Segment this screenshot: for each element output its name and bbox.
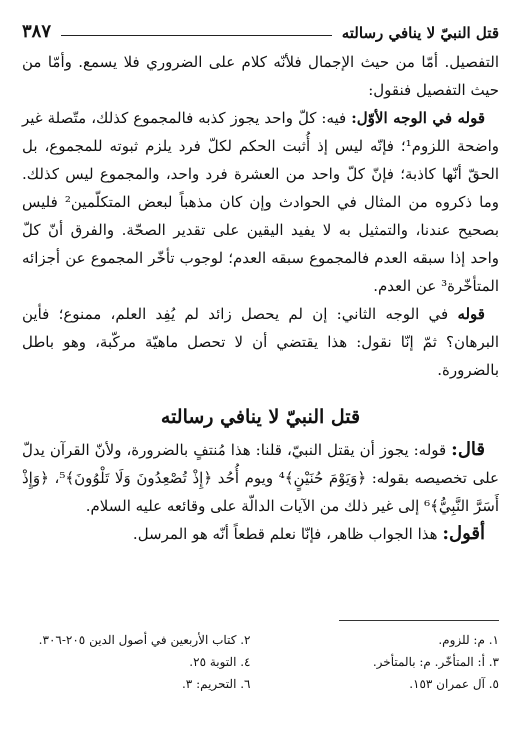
footnote-1: ١. م: للزوم. — [438, 633, 499, 647]
qaal-paragraph — [22, 436, 499, 520]
footnote-5: ٥. آل عمران ١٥٣. — [409, 677, 499, 691]
paragraph-2 — [22, 104, 499, 300]
qaal-lead: قال: — [451, 439, 485, 460]
footnotes — [22, 630, 499, 694]
aqool-paragraph — [22, 520, 499, 548]
footnote-rule — [339, 620, 499, 621]
qaal-text: قوله: يجوز أن يقتل النبيّ، قلنا: هذا مُنتفٍ بالضرورة، ولأنّ القرآن يدلّ على تخصيصه بقوله: ﴿وَيَوْمَ حُنَيْنٍ﴾⁴ ويوم أُحُد ﴿إِذْ تُصْعِدُونَ وَلَا تَلْوُونَ﴾⁵، ﴿وَإِذْ أَسَرَّ النَّبِيُّ﴾⁶ إلى غير ذلك من الآيات الدالّة على وقائعه عليه السلام. — [22, 441, 499, 515]
footnote-6: ٦. التحريم: ٣. — [181, 677, 251, 691]
page-number: ٣٨٧ — [22, 21, 52, 42]
paragraph-1: التفصيل. أمّا من حيث الإجمال فلأنّه كلام على الضروري فلا يسمع. وأمّا من حيث التفصيل فنقول: — [22, 53, 499, 99]
footnote-3: ٣. أ: المتأخّر. م: بالمتأخر. — [372, 655, 499, 669]
running-title: قتل النبيّ لا ينافي رسالته — [341, 24, 499, 42]
aqool-lead: أقول: — [442, 523, 485, 544]
paragraph-3 — [22, 300, 499, 384]
footnote-4: ٤. التوبة ٢٥. — [189, 655, 251, 669]
paragraph-3-text: في الوجه الثاني: إن لم يحصل زائد لم يُفِد العلم، ممنوع؛ فأين البرهان؟ ثمّ إنّا نقول: هذا يقتضي أن لا تحصل ماهيّة مركّبة، وهو باطل بالضرورة. — [22, 305, 499, 379]
footnote-2: ٢. كتاب الأربعين في أصول الدين ٢٠٥-٣٠٦. — [38, 633, 251, 647]
aqool-text: هذا الجواب ظاهر، فإنّا نعلم قطعاً أنّه هو المرسل. — [132, 525, 438, 543]
paragraph-3-lead: قوله — [457, 305, 485, 323]
paragraph-2-lead: قوله في الوجه الأوّل: — [351, 109, 485, 127]
page-header — [22, 14, 499, 42]
header-rule — [61, 35, 332, 36]
section-title: قتل النبيّ لا ينافي رسالته — [160, 406, 361, 428]
paragraph-2-text: فيه: كلّ واحد يجوز كذبه فالمجموع كذلك، متّصلة غير واضحة اللزوم¹؛ فإنّه ليس إذ أُثبت الحكم لكلّ فرد يلزم ثبوته للمجموع، بل الحقّ أنّها كاذبة؛ فإنّ كلّ واحد من العشرة فرد واحد، والمجموع ليس كذلك. وما ذكروه من المثال في الحوادث وإن كان مذهباً لبعض المتكلّمين² فليس بصحيح عندنا، والتمثيل به لا يفيد اليقين على تقدير الصحّة. والفرق أنّ كلّ واحد إذا سبقه العدم فالمجموع سبقه العدم؛ لوجوب تأخّر المجموع عن أجزائه المتأخّرة³ عن العدم. — [22, 109, 499, 295]
